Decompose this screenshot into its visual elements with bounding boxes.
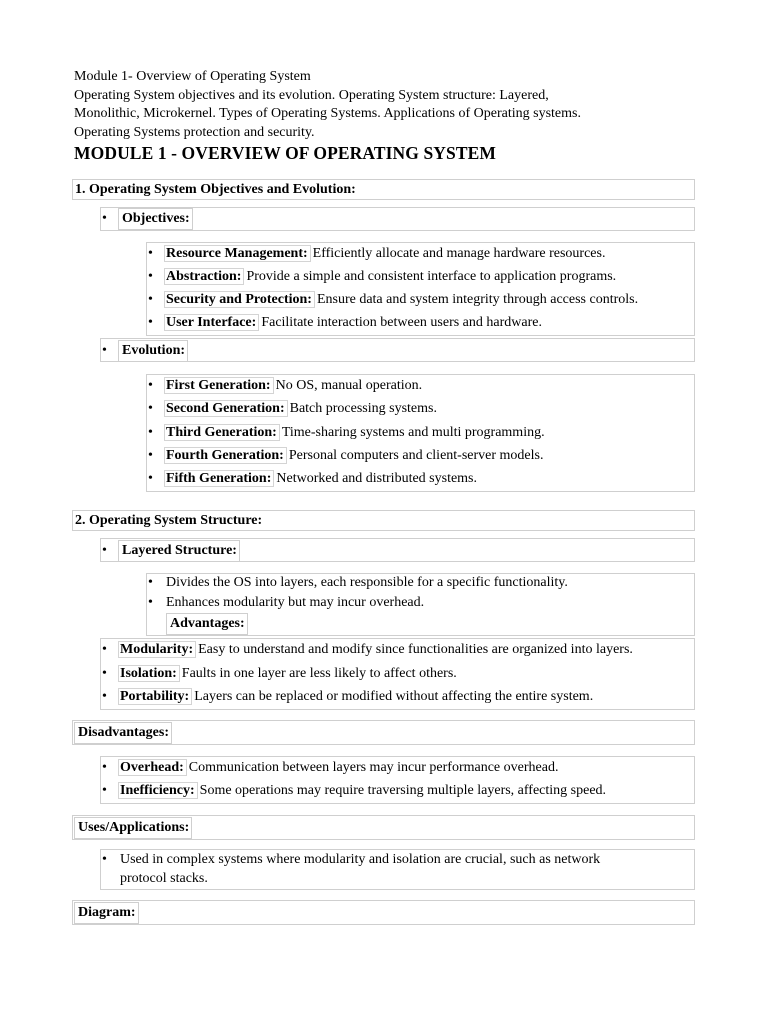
item-term: Second Generation: <box>164 400 288 417</box>
bullet: • <box>102 689 107 704</box>
item-term: User Interface: <box>164 314 259 331</box>
item-desc: Communication between layers may incur performance overhead. <box>188 760 559 775</box>
bullet: • <box>148 401 153 416</box>
page-title: MODULE 1 - OVERVIEW OF OPERATING SYSTEM <box>74 143 497 163</box>
item-desc: Some operations may require traversing multiple layers, affecting speed. <box>199 783 607 798</box>
disadvantages-label: Disadvantages: <box>74 722 172 744</box>
list-item <box>148 399 437 419</box>
list-item <box>102 781 606 801</box>
bullet: • <box>148 246 153 261</box>
intro-line: Module 1- Overview of Operating System <box>74 69 311 84</box>
objectives-label-row <box>102 208 193 230</box>
bullet: • <box>102 783 107 798</box>
bullet: • <box>148 315 153 330</box>
item-desc: Faults in one layer are less likely to affect others. <box>181 666 457 681</box>
list-item <box>148 423 545 443</box>
item-desc: Easy to understand and modify since functionalities are organized into layers. <box>198 642 633 657</box>
item-term: Third Generation: <box>164 424 280 441</box>
section2-heading: 2. Operating System Structure: <box>75 513 263 528</box>
item-term: Isolation: <box>118 665 180 682</box>
item-desc: Divides the OS into layers, each responsible for a specific functionality. <box>166 575 568 590</box>
list-item <box>148 313 542 333</box>
item-term: Overhead: <box>118 759 187 776</box>
bullet: • <box>148 595 153 610</box>
bullet: • <box>102 666 107 681</box>
bullet: • <box>148 448 153 463</box>
layered-label: Layered Structure: <box>118 540 240 562</box>
intro-line: Operating System objectives and its evolution. Operating System structure: Layered, <box>74 87 549 103</box>
item-term: Abstraction: <box>164 268 244 285</box>
item-term: Resource Management: <box>164 245 311 262</box>
bullet: • <box>148 269 153 284</box>
intro-paragraph <box>74 68 714 142</box>
list-item <box>148 267 616 287</box>
bullet: • <box>148 575 153 590</box>
item-desc: Time-sharing systems and multi programming. <box>281 425 545 440</box>
list-item <box>148 446 543 466</box>
evolution-row <box>100 338 695 362</box>
list-item <box>102 687 593 707</box>
item-desc: Efficiently allocate and manage hardware resources. <box>312 246 606 261</box>
bullet: • <box>102 852 107 867</box>
list-item <box>148 469 477 489</box>
intro-line: Monolithic, Microkernel. Types of Operating Systems. Applications of Operating systems. <box>74 106 581 121</box>
section2-heading-box <box>72 510 695 531</box>
layered-label-row <box>102 540 240 562</box>
bullet: • <box>148 292 153 307</box>
item-term: Inefficiency: <box>118 782 198 799</box>
item-desc: Batch processing systems. <box>289 401 437 416</box>
bullet: • <box>102 760 107 775</box>
item-desc: Ensure data and system integrity through access controls. <box>316 292 639 307</box>
objectives-label: Objectives: <box>118 208 193 230</box>
evolution-label: Evolution: <box>118 340 188 362</box>
list-item <box>148 573 568 593</box>
bullet: • <box>148 471 153 486</box>
item-desc: Facilitate interaction between users and hardware. <box>261 315 542 330</box>
item-desc: Networked and distributed systems. <box>276 471 478 486</box>
item-desc: Layers can be replaced or modified without affecting the entire system. <box>194 689 594 704</box>
item-desc: Provide a simple and consistent interface to application programs. <box>246 269 617 284</box>
bullet: • <box>102 343 107 358</box>
item-term: Security and Protection: <box>164 291 315 308</box>
uses-label: Uses/Applications: <box>74 817 192 839</box>
list-item <box>148 290 638 310</box>
section1-heading-box <box>72 179 695 200</box>
diagram-row <box>72 900 695 925</box>
item-desc: Personal computers and client-server models. <box>288 448 544 463</box>
item-desc: Used in complex systems where modularity and isolation are crucial, such as network <box>120 852 601 867</box>
bullet: • <box>102 642 107 657</box>
item-term: Portability: <box>118 688 192 705</box>
list-item <box>148 593 424 613</box>
diagram-label: Diagram: <box>74 902 139 924</box>
section1-heading: 1. Operating System Objectives and Evolution: <box>75 182 356 197</box>
list-item <box>102 758 558 778</box>
item-term: Fourth Generation: <box>164 447 287 464</box>
item-term: First Generation: <box>164 377 274 394</box>
bullet: • <box>102 211 107 226</box>
item-desc: No OS, manual operation. <box>275 378 423 393</box>
list-item <box>102 640 633 660</box>
list-item-continuation: protocol stacks. <box>120 871 208 886</box>
bullet: • <box>148 378 153 393</box>
list-item <box>148 244 605 264</box>
item-term: Modularity: <box>118 641 196 658</box>
bullet: • <box>102 543 107 558</box>
bullet: • <box>148 425 153 440</box>
list-item <box>102 850 600 870</box>
intro-line: Operating Systems protection and security. <box>74 124 315 140</box>
list-item <box>148 376 422 396</box>
evolution-label-row <box>102 340 188 362</box>
item-term: Fifth Generation: <box>164 470 274 487</box>
item-desc: Enhances modularity but may incur overhead. <box>166 595 425 610</box>
advantages-label: Advantages: <box>166 613 248 635</box>
list-item <box>102 664 457 684</box>
